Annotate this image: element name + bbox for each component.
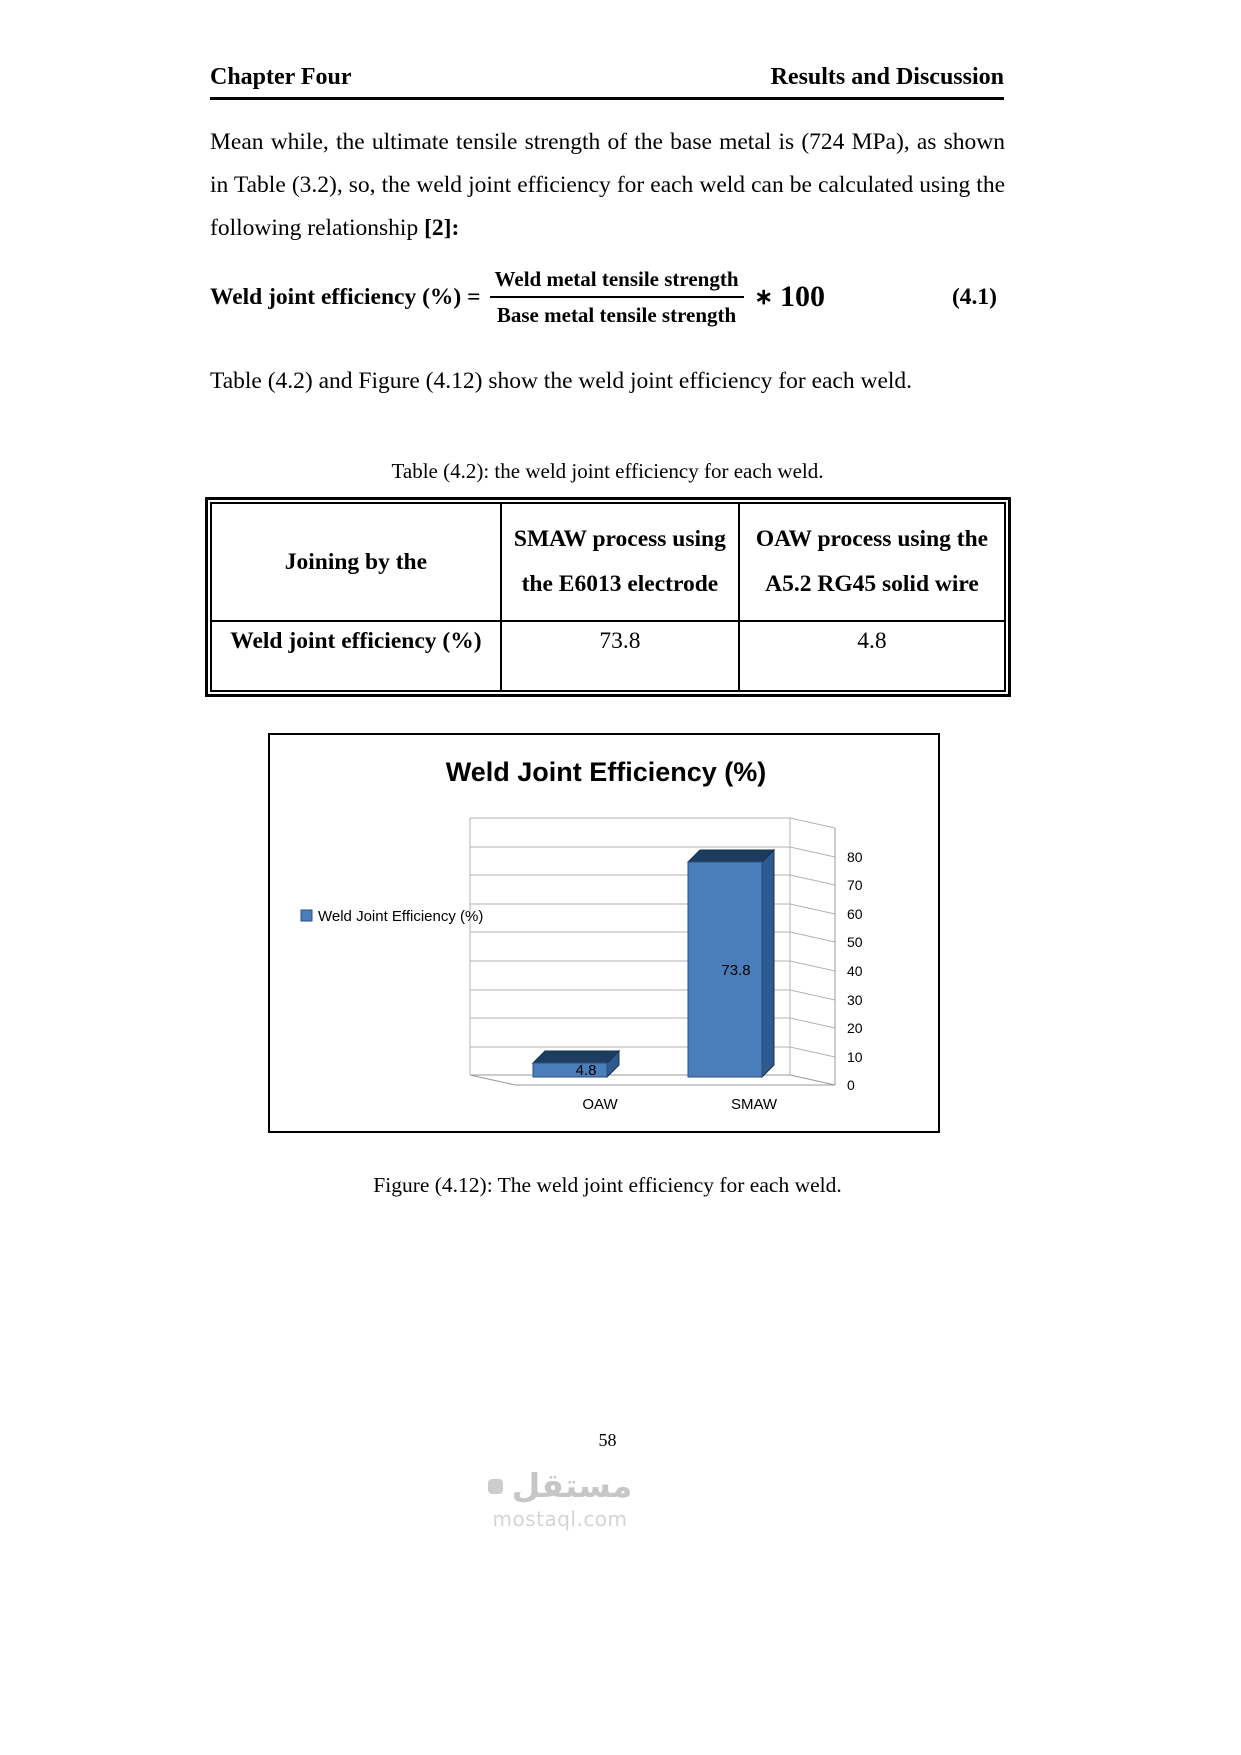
table-header-joining — [211, 503, 501, 621]
header-section-title: Results and Discussion — [770, 64, 1004, 90]
y-tick-0: 0 — [847, 1077, 855, 1093]
table-header-oaw-line2: A5.2 RG45 solid wire — [765, 571, 979, 597]
page-header — [210, 64, 1004, 91]
equation-fraction — [490, 266, 744, 329]
legend-label: Weld Joint Efficiency (%) — [318, 908, 484, 925]
equation-operator: ∗ — [754, 284, 773, 310]
watermark-domain-text: mostaql.com — [492, 1507, 628, 1532]
data-label-smaw: 73.8 — [721, 962, 751, 979]
chart-legend — [301, 908, 483, 925]
table-value-oaw: 4.8 — [739, 621, 1005, 691]
equation-numerator: Weld metal tensile strength — [490, 266, 744, 298]
bar-chart-svg — [270, 735, 938, 1131]
equation-number: (4.1) — [951, 283, 997, 310]
data-label-oaw: 4.8 — [575, 1062, 597, 1079]
y-tick-70: 70 — [847, 877, 863, 893]
table-data-row — [211, 621, 1005, 691]
page-number: 58 — [598, 1430, 617, 1450]
mostaql-logo-icon — [488, 1479, 503, 1494]
chart-gridlines — [470, 818, 835, 1075]
header-rule — [210, 97, 1004, 100]
watermark — [420, 1468, 700, 1531]
table-caption: Table (4.2): the weld joint efficiency for each weld. — [391, 459, 824, 483]
equation-factor: 100 — [779, 280, 825, 314]
x-axis-category-labels — [582, 1096, 778, 1113]
y-tick-50: 50 — [847, 934, 863, 950]
y-axis-tick-labels — [847, 849, 863, 1093]
category-label-smaw: SMAW — [730, 1096, 778, 1113]
watermark-arabic-text: مستقل — [511, 1466, 633, 1505]
y-tick-40: 40 — [847, 963, 863, 979]
y-tick-20: 20 — [847, 1020, 863, 1036]
legend-swatch — [301, 910, 312, 921]
equation-4-1 — [210, 266, 1005, 329]
table-header-smaw — [501, 503, 739, 621]
chart-title: Weld Joint Efficiency (%) — [445, 757, 767, 787]
equation-denominator: Base metal tensile strength — [496, 303, 737, 328]
table-4-2 — [205, 497, 1011, 697]
figure-4-12-chart — [268, 733, 940, 1133]
citation-reference: [2]: — [424, 215, 460, 241]
table-header-smaw-line1: SMAW process using — [513, 526, 726, 552]
paragraph-intro-text: Mean while, the ultimate tensile strength of the base metal is (724 MPa), as shown in Table (3.2), so, the weld joint efficiency for each weld can be calculated using the following relationship — [210, 129, 1005, 241]
weld-efficiency-table — [210, 502, 1006, 692]
y-tick-10: 10 — [847, 1049, 863, 1065]
y-tick-60: 60 — [847, 906, 863, 922]
category-label-oaw: OAW — [582, 1096, 618, 1113]
figure-caption: Figure (4.12): The weld joint efficiency for each weld. — [373, 1173, 842, 1197]
table-header-oaw-line1: OAW process using the — [755, 526, 989, 552]
header-chapter-title: Chapter Four — [210, 64, 352, 90]
table-header-smaw-line2: the E6013 electrode — [521, 571, 719, 597]
chart-floor — [470, 1075, 835, 1085]
equation-lhs: Weld joint efficiency (%) = — [210, 283, 481, 310]
table-header-joining-line: Joining by the — [284, 548, 428, 575]
table-row-label: Weld joint efficiency (%) — [211, 621, 501, 691]
table-value-smaw: 73.8 — [501, 621, 739, 691]
y-tick-30: 30 — [847, 992, 863, 1008]
paragraph-table-figure-reference: Table (4.2) and Figure (4.12) show the weld joint efficiency for each weld. — [210, 368, 913, 394]
watermark-logo-row — [420, 1468, 700, 1504]
table-header-row — [211, 503, 1005, 621]
table-header-oaw — [739, 503, 1005, 621]
y-tick-80: 80 — [847, 849, 863, 865]
paragraph-intro — [210, 121, 1005, 250]
